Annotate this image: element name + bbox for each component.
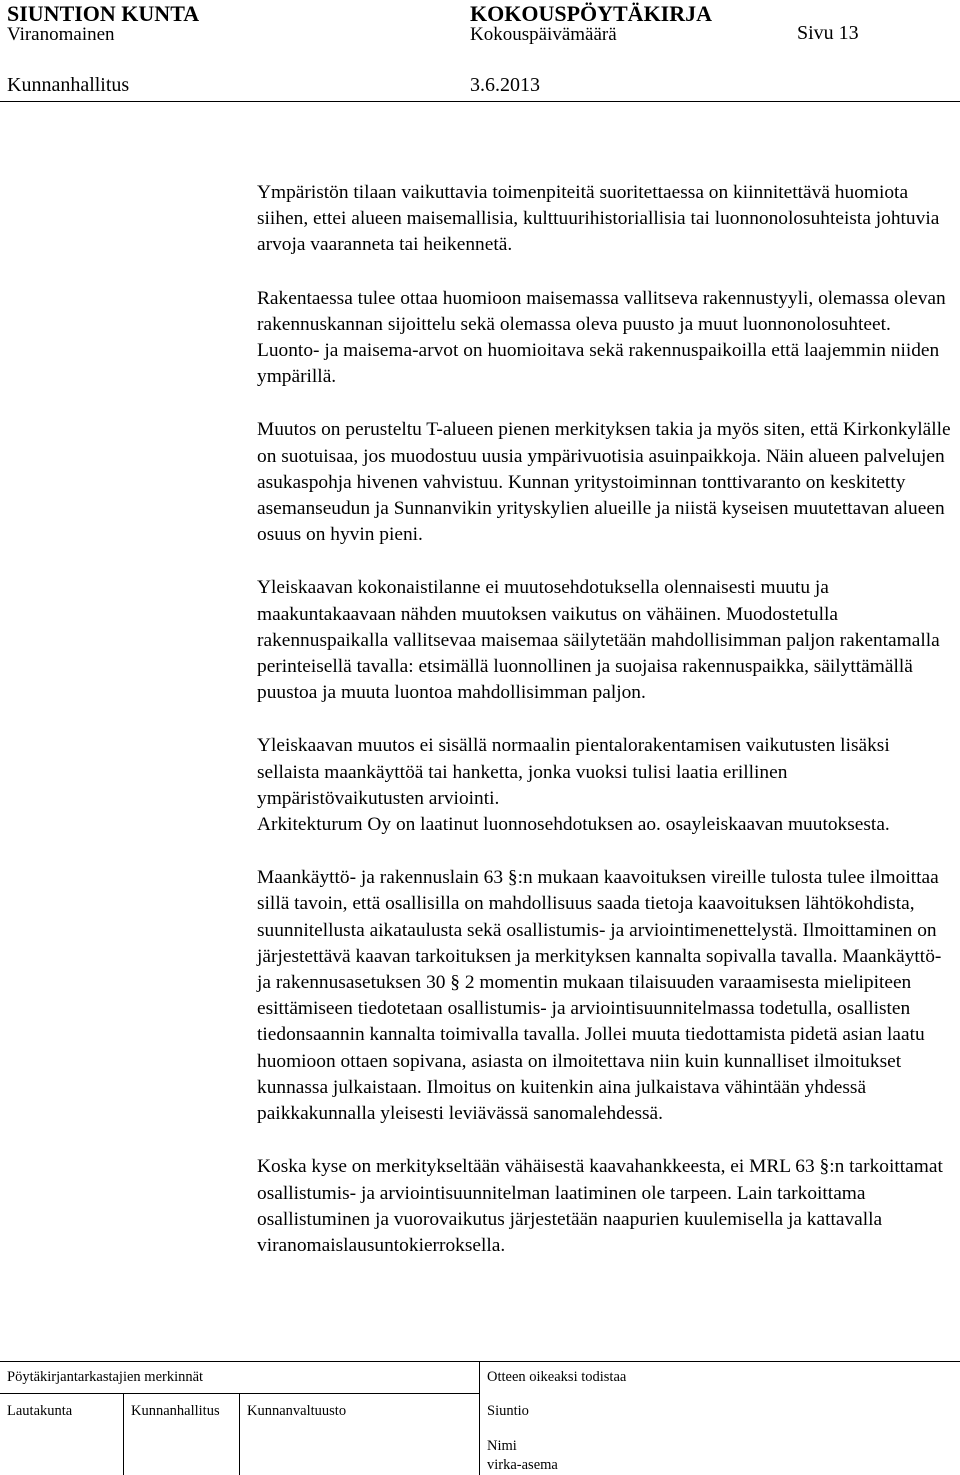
page-number: Sivu 13 <box>797 22 859 44</box>
name-label: Nimi <box>487 1438 517 1454</box>
footer-center-divider <box>479 1361 480 1475</box>
footer-column-divider <box>239 1393 240 1475</box>
paragraph: Muutos on perusteltu T-alueen pienen merkityksen takia ja myös siten, että Kirkonkylälle on suotuisaa, jos muodostuu uusia ympärivuotisia asuinpaikkoja. Näin alueen palvelujen asukaspohja hivenen vahvistuu. Kunnan yritystoiminnan tonttivaranto on keskitetty asemanseudun ja Sunnanvikin yrityskylien alueille ja niistä kyseisen muutettavan alueen osuus on hyvin pieni. <box>257 419 951 546</box>
meeting-date: 3.6.2013 <box>470 74 540 96</box>
signature-footer <box>0 1361 960 1475</box>
paragraph: Yleiskaavan muutos ei sisällä normaalin pientalorakentamisen vaikutusten lisäksi sellaista maankäyttöä tai hanketta, jonka vuoksi tulisi laatia erillinen ympäristövaikutusten arviointi. Arkitekturum Oy on laatinut luonnosehdotuksen ao. osayleiskaavan muutoksesta. <box>257 735 890 836</box>
govt-label: Kunnanhallitus <box>131 1403 220 1419</box>
footer-column-divider <box>123 1393 124 1475</box>
authority-label: Viranomainen <box>7 24 115 45</box>
certified-label: Otteen oikeaksi todistaa <box>487 1369 627 1385</box>
document-type: KOKOUSPÖYTÄKIRJA <box>470 1 713 26</box>
meeting-date-label: Kokouspäivämäärä <box>470 24 617 45</box>
paragraph: Koska kyse on merkitykseltään vähäisestä kaavahankkeesta, ei MRL 63 §:n tarkoittamat osallistumis- ja arviointisuunnitelman laatiminen ole tarpeen. Lain tarkoittama osallistuminen ja vuorovaikutus järjestetään naapurien kuulemisella ja kattavalla viranomaislausuntokierroksella. <box>257 1156 943 1256</box>
place: Siuntio <box>487 1403 529 1419</box>
title-label: virka-asema <box>487 1457 558 1473</box>
paragraph: Maankäyttö- ja rakennuslain 63 §:n mukaan kaavoituksen vireille tulosta tulee ilmoittaa sillä tavoin, että osallisilla on mahdollisuus saada tietoja kaavoituksen lähtökohdista, suunnitellusta aikataulusta sekä osallistumis- ja arviointimenettelystä. Ilmoittaminen on järjestettävä kaavan tarkoituksen ja merkityksen kannalta sopivalla tavalla. Maankäyttö- ja rakennusasetuksen 30 § 2 momentin mukaan tilaisuuden varaamisesta mielipiteen esittämiseen tiedotetaan osallistumis- ja arviointisuunnitelmassa todetulla, osallisten tiedonsaannin kannalta toimivalla tavalla. Jollei muuta tiedottamista pidetä asian laatu huomioon ottaen sopivana, asiasta on ilmoitettava niin kuin kunnalliset ilmoitukset kunnassa julkaistaan. Ilmoitus on kuitenkin aina julkaistava vähintään yhdessä paikkakunnalla yleisesti leviävässä sanomalehdessä. <box>257 867 942 1125</box>
header-divider <box>0 101 960 102</box>
council-label: Kunnanvaltuusto <box>247 1403 347 1419</box>
paragraph: Ympäristön tilaan vaikuttavia toimenpiteitä suoritettaessa on kiinnitettävä huomiota siihen, ettei alueen maisemallisia, kulttuurihistoriallisia tai luonnonolosuhteista johtuvia arvoja vaaranneta tai heikennetä. <box>257 182 940 256</box>
board-label: Lautakunta <box>7 1403 73 1419</box>
document-body <box>257 180 957 1286</box>
paragraph: Rakentaessa tulee ottaa huomioon maisemassa vallitseva rakennustyyli, olemassa olevan rakennuskannan sijoittelu sekä olemassa oleva puusto ja muut luonnonolosuhteet. Luonto- ja maisema-arvot on huomioitava sekä rakennuspaikoilla että laajemmin niiden ympärillä. <box>257 287 946 388</box>
footer-top-rule <box>0 1361 960 1362</box>
reviewers-label: Pöytäkirjantarkastajien merkinnät <box>7 1369 204 1385</box>
municipality-name: SIUNTION KUNTA <box>7 1 200 26</box>
authority-name: Kunnanhallitus <box>7 74 130 96</box>
paragraph: Yleiskaavan kokonaistilanne ei muutosehdotuksella olennaisesti muutu ja maakuntakaavaan nähden muutoksen vaikutus on vähäinen. Muodostetulla rakennuspaikalla vallitsevaa maisemaa säilytetään mahdollisimman paljon rakentamalla perinteisellä tavalla: etsimällä luonnollinen ja suojaisa rakennuspaikka, säilyttämällä puustoa ja muuta luontoa mahdollisimman paljon. <box>257 577 940 704</box>
